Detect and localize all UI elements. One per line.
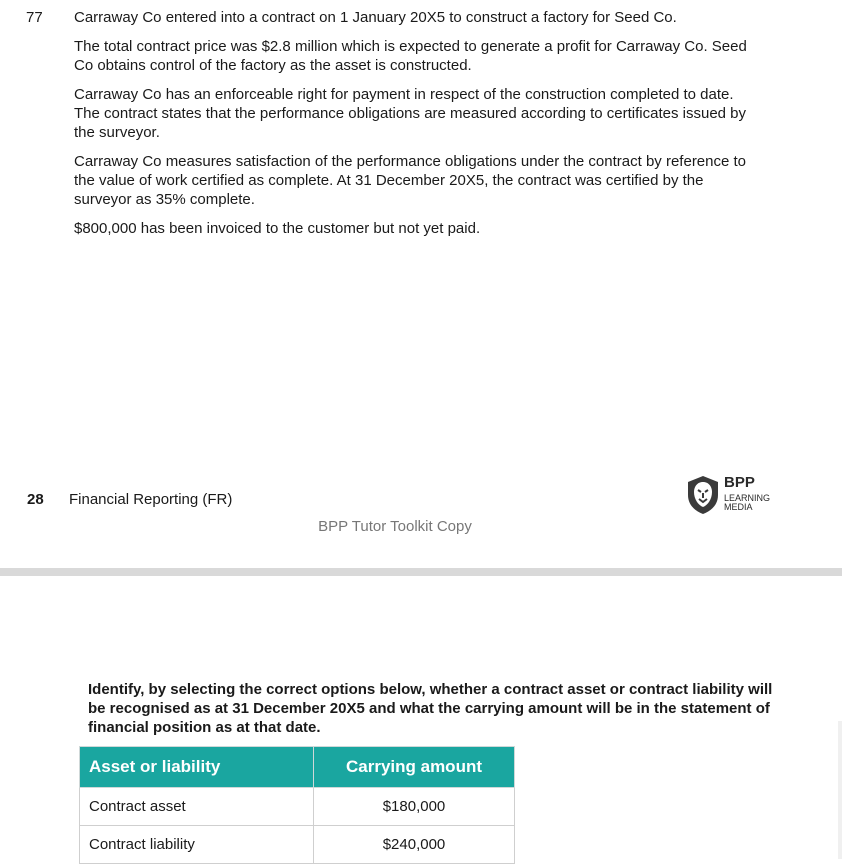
page-bottom (0, 576, 842, 859)
question-paragraph: $800,000 has been invoiced to the customer but not yet paid. (74, 220, 481, 237)
watermark: BPP Tutor Toolkit Copy (318, 518, 472, 535)
answer-table (79, 746, 515, 864)
question-paragraph: Carraway Co has an enforceable right for payment in respect of the construction completed to date. The contract states that the performance obligations are measured according to certificates issued by the surveyor. (74, 86, 747, 141)
logo-subtext (724, 494, 770, 512)
table-header-row (80, 747, 515, 788)
lion-shield-icon (686, 475, 720, 515)
column-header: Asset or liability (80, 747, 314, 788)
table-row[interactable] (80, 826, 515, 864)
footer-page-number: 28 (27, 491, 44, 508)
logo-subtext-line: LEARNING (724, 493, 771, 503)
question-paragraph: Carraway Co entered into a contract on 1 January 20X5 to construct a factory for Seed Co. (74, 9, 677, 26)
table-row[interactable] (80, 788, 515, 826)
scroll-edge (838, 721, 842, 859)
question-paragraph: The total contract price was $2.8 million which is expected to generate a profit for Carraway Co. Seed Co obtains control of the factory as the asset is constructed. (74, 38, 747, 74)
column-header: Carrying amount (314, 747, 515, 788)
logo-subtext-line: MEDIA (724, 502, 753, 512)
instruction-text: Identify, by selecting the correct options below, whether a contract asset or contract liability will be recognised as at 31 December 20X5 and what the carrying amount will be in the statement of financial position as at that date. (88, 681, 773, 736)
logo-text: BPP (724, 474, 755, 491)
table-cell[interactable]: Contract asset (80, 788, 314, 826)
question-body (74, 8, 754, 248)
table-cell[interactable]: $240,000 (314, 826, 515, 864)
question-number: 77 (26, 9, 43, 26)
footer-title: Financial Reporting (FR) (69, 491, 233, 508)
bpp-logo (686, 474, 786, 516)
table-cell[interactable]: Contract liability (80, 826, 314, 864)
table-cell[interactable]: $180,000 (314, 788, 515, 826)
question-paragraph: Carraway Co measures satisfaction of the performance obligations under the contract by reference to the value of work certified as complete. At 31 December 20X5, the contract was certified by the surveyor as 35% complete. (74, 153, 747, 208)
page-divider (0, 568, 842, 576)
